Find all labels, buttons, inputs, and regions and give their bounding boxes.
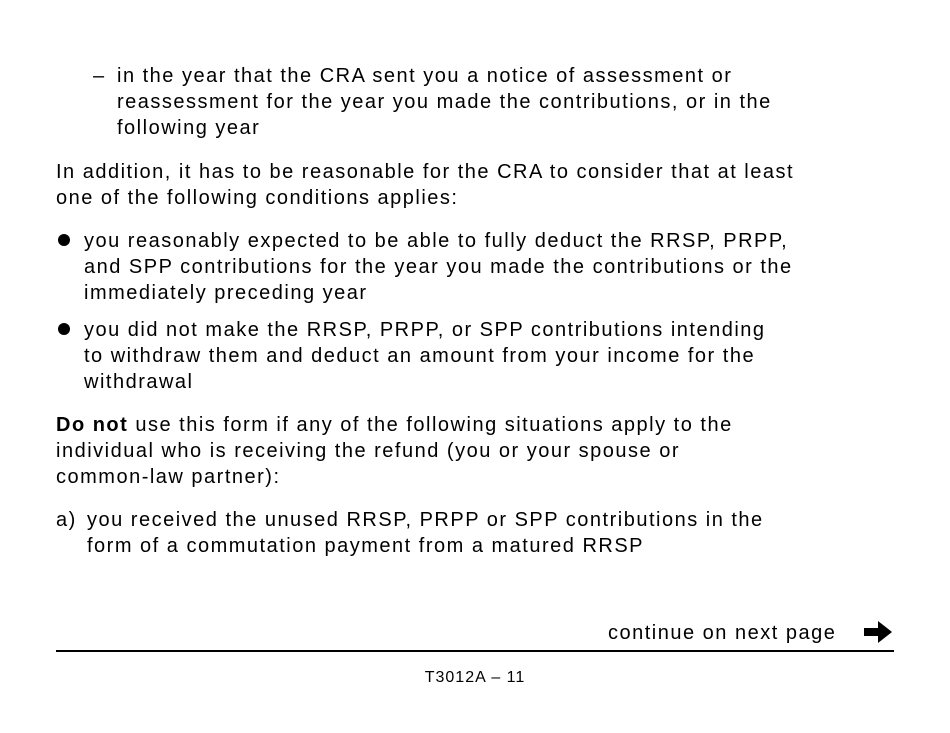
dash-item-line-2: reassessment for the year you made the contributions, or in the [117,91,772,113]
bullet-dot-2 [58,323,70,335]
do-not-line-1 [56,412,733,438]
intro-line-2: one of the following conditions applies: [56,187,459,209]
page-number-footer: T3012A – 11 [424,669,526,686]
item-a-line-2: form of a commutation payment from a matured RRSP [87,535,645,557]
do-not-line-3: common-law partner): [56,466,281,488]
do-not-line-1-rest: use this form if any of the following situations apply to the [128,414,733,436]
bullet-dot-1 [58,234,70,246]
dash-item-line-3: following year [117,117,261,139]
continue-next-page-link[interactable]: continue on next page [608,622,837,644]
bullet-1-line-3: immediately preceding year [84,282,368,304]
do-not-line-2: individual who is receiving the refund (you or your spouse or [56,440,681,462]
footer-divider [56,650,894,652]
do-not-emphasis: Do not [56,414,129,436]
right-arrow-icon [862,619,894,645]
bullet-2-line-3: withdrawal [84,371,194,393]
intro-line-1: In addition, it has to be reasonable for the CRA to consider that at least [56,161,795,183]
bullet-2-line-2: to withdraw them and deduct an amount from your income for the [84,345,756,367]
bullet-2-line-1: you did not make the RRSP, PRPP, or SPP contributions intending [84,319,766,341]
item-a-line-1: you received the unused RRSP, PRPP or SPP contributions in the [87,509,764,531]
dash-item-line-1: in the year that the CRA sent you a notice of assessment or [117,65,733,87]
bullet-1-line-1: you reasonably expected to be able to fully deduct the RRSP, PRPP, [84,230,789,252]
bullet-1-line-2: and SPP contributions for the year you made the contributions or the [84,256,793,278]
item-a-marker: a) [56,509,77,531]
dash-marker: – [93,65,106,87]
